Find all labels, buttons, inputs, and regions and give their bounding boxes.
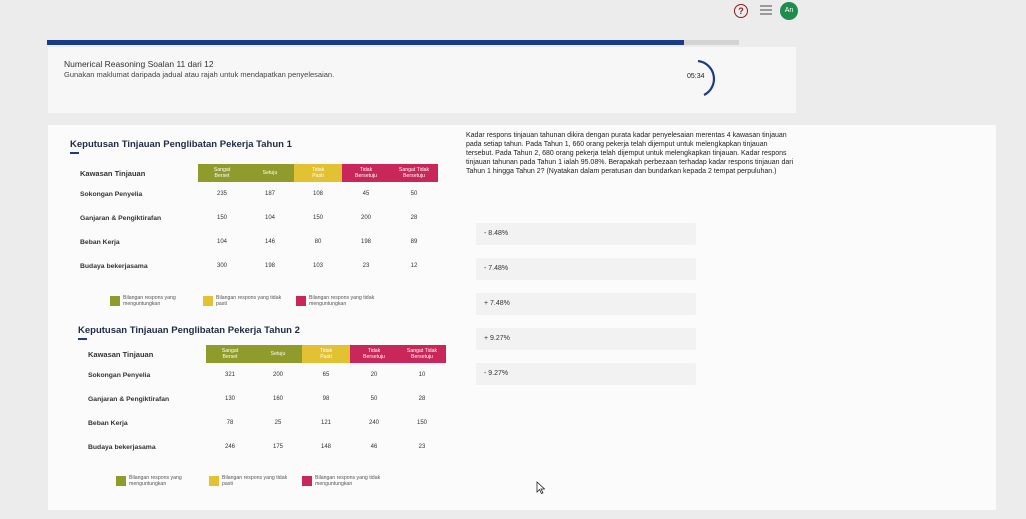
table-cell: 89 <box>410 239 418 245</box>
legend-label: Bilangan respons yang tidak pasti <box>216 295 282 307</box>
legend-label: Bilangan respons yang menguntungkan <box>129 475 182 487</box>
table1-underline <box>70 152 79 154</box>
row-label: Beban Kerja <box>88 419 128 427</box>
area-header: Kawasan Tinjauan <box>88 349 154 359</box>
row-label: Ganjaran & Pengiktirafan <box>80 214 162 222</box>
table-cell: 108 <box>312 191 323 197</box>
table-cell: 12 <box>410 263 418 269</box>
table-cell: 146 <box>264 239 275 245</box>
timer-text: 05:34 <box>687 73 705 80</box>
column-header: Tidak Pasti <box>294 164 342 182</box>
table-cell: 103 <box>312 263 323 269</box>
table-cell: 246 <box>224 444 235 450</box>
table-cell: 200 <box>360 215 371 221</box>
legend-item <box>203 295 284 307</box>
area-header: Kawasan Tinjauan <box>80 168 146 178</box>
table-cell: 200 <box>272 372 283 378</box>
column-header: Sangat Berset <box>198 164 246 182</box>
table-cell: 321 <box>224 372 235 378</box>
table-cell: 46 <box>370 444 378 450</box>
answer-option[interactable]: - 8.48% <box>476 223 696 245</box>
legend-item <box>116 475 197 487</box>
table-cell: 300 <box>216 263 227 269</box>
table-row <box>70 254 438 278</box>
table-cell: 20 <box>370 372 378 378</box>
mouse-cursor-icon <box>536 481 545 494</box>
legend-swatch <box>296 296 306 306</box>
answer-option[interactable]: + 7.48% <box>476 293 696 315</box>
table-cell: 150 <box>416 420 427 426</box>
answer-option[interactable]: - 7.48% <box>476 258 696 280</box>
help-icon[interactable]: ? <box>734 4 748 18</box>
table-cell: 148 <box>320 444 331 450</box>
row-label: Budaya bekerjasama <box>88 443 156 451</box>
table-cell: 198 <box>360 239 371 245</box>
column-header: Setuju <box>246 164 294 182</box>
legend-swatch <box>209 476 219 486</box>
table2-underline <box>78 338 87 340</box>
question-number: Numerical Reasoning Soalan 11 dari 12 <box>64 59 214 69</box>
table2-title: Keputusan Tinjauan Penglibatan Pekerja Tahun 2 <box>78 325 300 336</box>
legend-item <box>209 475 290 487</box>
table-cell: 23 <box>362 263 370 269</box>
legend-swatch <box>302 476 312 486</box>
table-row <box>70 206 438 230</box>
column-header: Tidak Bersetuju <box>350 345 398 363</box>
column-header: Sangat Tidak Bersetuju <box>398 345 446 363</box>
table-row <box>70 230 438 254</box>
avatar[interactable]: An <box>780 2 798 20</box>
legend-label: Bilangan respons yang menguntungkan <box>123 295 176 307</box>
legend-item <box>296 295 377 307</box>
table-row <box>78 387 446 411</box>
legend-table2 <box>116 475 395 487</box>
table-cell: 160 <box>272 396 283 402</box>
legend-swatch <box>110 296 120 306</box>
table-row <box>78 411 446 435</box>
column-header: Setuju <box>254 345 302 363</box>
row-label: Sokongan Penyelia <box>88 371 151 379</box>
timer <box>676 57 720 101</box>
column-header: Tidak Pasti <box>302 345 350 363</box>
legend-swatch <box>203 296 213 306</box>
row-label: Beban Kerja <box>80 238 120 246</box>
table2 <box>78 345 446 459</box>
table-cell: 187 <box>264 191 275 197</box>
column-header: Tidak Bersetuju <box>342 164 390 182</box>
answer-option[interactable]: - 9.27% <box>476 363 696 385</box>
table-cell: 121 <box>320 420 331 426</box>
column-header: Sangat Berset <box>206 345 254 363</box>
table-cell: 78 <box>226 420 234 426</box>
table-cell: 98 <box>322 396 330 402</box>
table-row <box>70 182 438 206</box>
table-cell: 65 <box>322 372 330 378</box>
table-cell: 28 <box>410 215 418 221</box>
question-header <box>48 47 796 113</box>
table-cell: 25 <box>274 420 282 426</box>
table1 <box>70 164 438 278</box>
table-cell: 240 <box>368 420 379 426</box>
menu-icon[interactable] <box>760 5 772 16</box>
table-cell: 198 <box>264 263 275 269</box>
legend-label: Bilangan respons yang tidak menguntungkan <box>309 295 375 307</box>
legend-item <box>110 295 191 307</box>
question-text: Kadar respons tinjauan tahunan dikira dengan purata kadar penyelesaian merentas 4 kawasan tinjauan pada setiap tahun. Pada Tahun 1, 660 orang pekerja telah dijemput untuk melengkapkan tinjauan tersebut. Pada Tahun 2, 680 orang pekerja telah dijemput untuk melengkapkan tinjauan. Kadar respons tinjauan tahunan pada Tahun 1 ialah 95.08%. Berapakah perbezaan terhadap kadar respons tinjauan dari Tahun 1 hingga Tahun 2? (Nyatakan dalam peratusan dan bundarkan kepada 2 tempat perpuluhan.) <box>466 132 794 175</box>
instruction-text: Gunakan maklumat daripada jadual atau rajah untuk mendapatkan penyelesaian. <box>64 70 335 79</box>
table-cell: 130 <box>224 396 235 402</box>
answer-option[interactable]: + 9.27% <box>476 328 696 350</box>
table-cell: 50 <box>370 396 378 402</box>
legend-table1 <box>110 295 389 307</box>
legend-label: Bilangan respons yang tidak menguntungkan <box>315 475 381 487</box>
table1-title: Keputusan Tinjauan Penglibatan Pekerja Tahun 1 <box>70 139 292 150</box>
top-bar <box>0 0 1026 24</box>
table-cell: 50 <box>410 191 418 197</box>
table-cell: 10 <box>418 372 426 378</box>
table-cell: 150 <box>312 215 323 221</box>
column-header: Sangat Tidak Bersetuju <box>390 164 438 182</box>
row-label: Sokongan Penyelia <box>80 190 143 198</box>
table-row <box>78 435 446 459</box>
table-cell: 235 <box>216 191 227 197</box>
row-label: Ganjaran & Pengiktirafan <box>88 395 170 403</box>
row-label: Budaya bekerjasama <box>80 262 148 270</box>
table-cell: 104 <box>264 215 275 221</box>
table-cell: 45 <box>362 191 370 197</box>
table-cell: 104 <box>216 239 227 245</box>
table-cell: 28 <box>418 396 426 402</box>
legend-item <box>302 475 383 487</box>
table-cell: 150 <box>216 215 227 221</box>
table-cell: 23 <box>418 444 426 450</box>
legend-swatch <box>116 476 126 486</box>
table-cell: 80 <box>314 239 322 245</box>
table-cell: 175 <box>272 444 283 450</box>
progress-bar <box>47 40 739 45</box>
legend-label: Bilangan respons yang tidak pasti <box>222 475 288 487</box>
progress-fill <box>47 40 684 45</box>
table-row <box>78 363 446 387</box>
